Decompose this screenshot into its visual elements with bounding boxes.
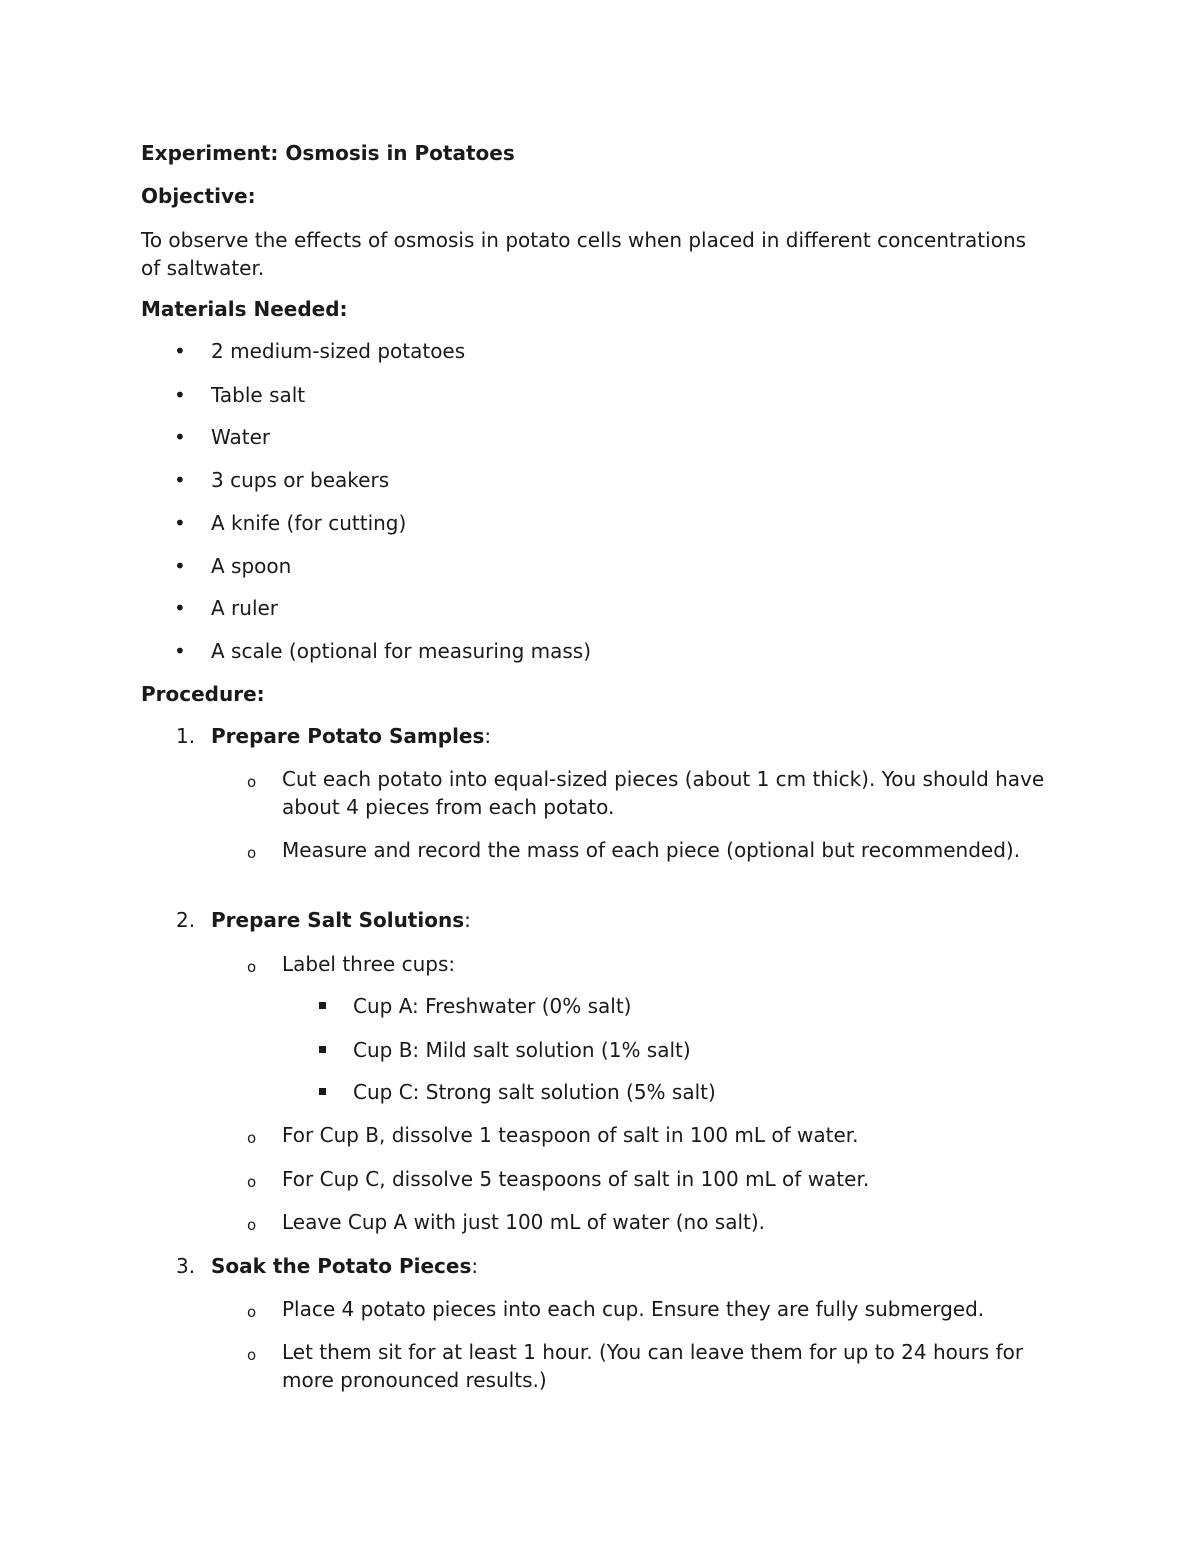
cup-label: Cup C: Strong salt solution (5% salt) — [353, 1080, 716, 1104]
square-bullet-icon — [319, 1046, 326, 1053]
bullet-icon: • — [174, 554, 186, 578]
bullet-icon: • — [174, 425, 186, 449]
circle-bullet-icon: o — [247, 844, 257, 862]
document-title: Experiment: Osmosis in Potatoes — [141, 141, 515, 165]
material-text: 2 medium-sized potatoes — [211, 339, 466, 363]
step-detail: Leave Cup A with just 100 mL of water (no salt). — [282, 1210, 766, 1234]
cup-label: Cup A: Freshwater (0% salt) — [353, 994, 632, 1018]
step-suffix: : — [471, 1254, 479, 1278]
square-bullet-icon — [319, 1002, 326, 1009]
step-number: 1. — [176, 724, 196, 748]
bullet-icon: • — [174, 468, 186, 492]
material-text: A knife (for cutting) — [211, 511, 407, 535]
cup-label: Cup B: Mild salt solution (1% salt) — [353, 1038, 691, 1062]
circle-bullet-icon: o — [247, 773, 257, 791]
bullet-icon: • — [174, 511, 186, 535]
material-text: 3 cups or beakers — [211, 468, 390, 492]
circle-bullet-icon: o — [247, 1173, 257, 1191]
objective-heading: Objective: — [141, 184, 256, 208]
step-detail: For Cup B, dissolve 1 teaspoon of salt in 100 mL of water. — [282, 1123, 859, 1147]
material-text: Water — [211, 425, 271, 449]
material-text: A spoon — [211, 554, 292, 578]
materials-heading: Materials Needed: — [141, 297, 348, 321]
step-detail: Cut each potato into equal-sized pieces (about 1 cm thick). You should have about 4 pieces from each potato. — [282, 767, 1045, 819]
step-title: Prepare Salt Solutions — [211, 908, 465, 932]
step-detail: Place 4 potato pieces into each cup. Ensure they are fully submerged. — [282, 1297, 985, 1321]
bullet-icon: • — [174, 339, 186, 363]
document-page — [141, 0, 1081, 1553]
step-suffix: : — [484, 724, 492, 748]
circle-bullet-icon: o — [247, 1216, 257, 1234]
circle-bullet-icon: o — [247, 958, 257, 976]
circle-bullet-icon: o — [247, 1303, 257, 1321]
step-number: 2. — [176, 908, 196, 932]
material-text: A ruler — [211, 596, 279, 620]
material-text: Table salt — [211, 383, 306, 407]
bullet-icon: • — [174, 639, 186, 663]
bullet-icon: • — [174, 383, 186, 407]
step-detail: Label three cups: — [282, 952, 456, 976]
square-bullet-icon — [319, 1088, 326, 1095]
step-detail: Let them sit for at least 1 hour. (You can leave them for up to 24 hours for more pronounced results.) — [282, 1340, 1024, 1392]
procedure-heading: Procedure: — [141, 682, 265, 706]
circle-bullet-icon: o — [247, 1346, 257, 1364]
objective-text: To observe the effects of osmosis in potato cells when placed in different concentrations of saltwater. — [141, 228, 1027, 280]
step-title: Soak the Potato Pieces — [211, 1254, 472, 1278]
step-suffix: : — [464, 908, 471, 932]
circle-bullet-icon: o — [247, 1129, 257, 1147]
step-detail: For Cup C, dissolve 5 teaspoons of salt in 100 mL of water. — [282, 1167, 870, 1191]
step-detail: Measure and record the mass of each piece (optional but recommended). — [282, 838, 1021, 862]
material-text: A scale (optional for measuring mass) — [211, 639, 592, 663]
step-title: Prepare Potato Samples — [211, 724, 485, 748]
bullet-icon: • — [174, 596, 186, 620]
step-number: 3. — [176, 1254, 196, 1278]
